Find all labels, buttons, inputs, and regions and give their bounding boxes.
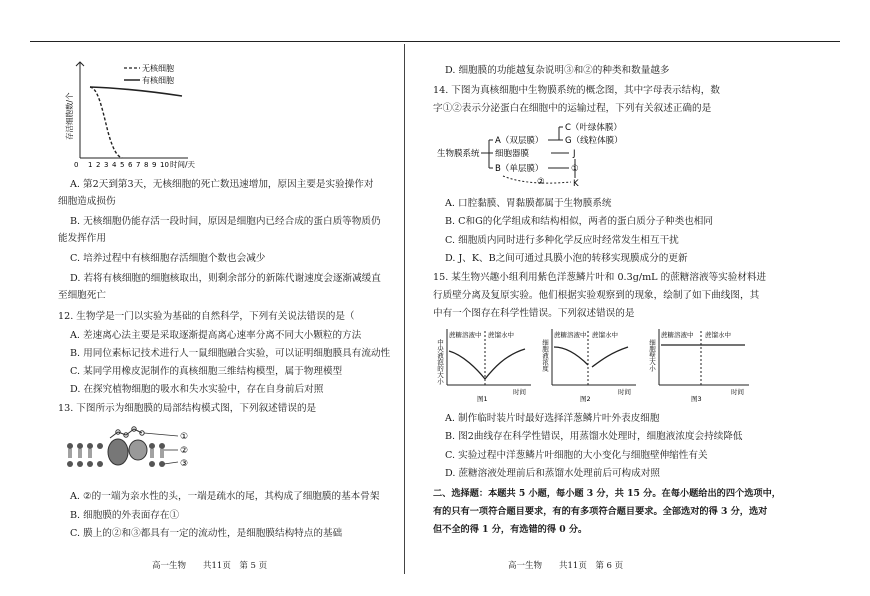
q11-option-d: D. 若将有核细胞的细胞核取出，则剩余部分的新陈代谢速度会逐渐减缓直 — [70, 273, 381, 284]
q13-option-b: B. 细胞膜的外表面存在① — [70, 510, 180, 521]
q14-option-d: D. J、K、B之间可通过具膜小泡的转移实现膜成分的更新 — [445, 253, 688, 264]
fig2-seg1: 蔗糖溶液中 — [554, 331, 587, 339]
q15-stem: 15. 某生物兴趣小组利用紫色洋葱鳞片叶和 0.3g/mL 的蔗糖溶液等实验材料进 — [433, 272, 767, 283]
q15-stem-cont: 中有一个图存在科学性错误。下列叙述错误的是 — [433, 308, 635, 319]
q14-option-a: A. 口腔黏膜、胃黏膜都属于生物膜系统 — [445, 198, 612, 209]
fig3-caption: 图3 — [691, 395, 702, 403]
x-tick: 6 — [128, 161, 133, 169]
q14-stem-cont: 字①②表示分泌蛋白在细胞中的运输过程，下列有关叙述正确的是 — [433, 103, 712, 114]
q13-option-a: A. ②的一端为亲水性的头，一端是疏水的尾，其构成了细胞膜的基本骨架 — [70, 491, 380, 502]
q13-membrane-diagram — [60, 420, 210, 482]
origin-label: 0 — [74, 161, 79, 169]
q15-option-a: A. 制作临时装片时最好选择洋葱鳞片叶外表皮细胞 — [445, 413, 660, 424]
concept-a: A（双层膜） — [495, 136, 544, 146]
fig3-ylabel: 细胞壁大小 — [648, 339, 656, 372]
section-2-instructions: 有的只有一项符合题目要求，有的有多项符合题目要求。全部选对的得 3 分，选对 — [433, 506, 768, 517]
x-axis-label: 时间/天 — [170, 160, 196, 169]
q15-option-b: B. 图2曲线存在科学性错误，用蒸馏水处理时，细胞液浓度会持续降低 — [445, 431, 743, 442]
q11-option-a-cont: 细胞造成损伤 — [58, 196, 116, 207]
fig1-seg1: 蔗糖溶液中 — [449, 331, 482, 339]
fig3-seg1: 蔗糖溶液中 — [661, 331, 694, 339]
concept-k: K — [573, 179, 579, 188]
x-tick: 8 — [144, 161, 149, 169]
q11-survival-chart — [60, 50, 250, 175]
concept-organelle: 细胞器膜 — [495, 149, 530, 159]
concept-root: 生物膜系统 — [437, 149, 480, 159]
page-6 — [405, 0, 870, 596]
legend-nucleus: 有核细胞 — [142, 76, 174, 85]
q13-stem: 13. 下图所示为细胞膜的局部结构模式图，下列叙述错误的是 — [58, 403, 317, 414]
q12-option-d: D. 在探究植物细胞的吸水和失水实验中，存在自身前后对照 — [70, 384, 324, 395]
q12-stem: 12. 生物学是一门以实验为基础的自然科学，下列有关说法错误的是（ — [58, 311, 355, 322]
q11-option-b-cont: 能发挥作用 — [58, 233, 106, 244]
fig3-xlabel: 时间 — [731, 388, 744, 396]
label-3: ③ — [180, 459, 189, 469]
concept-j: J — [573, 149, 576, 159]
x-tick: 5 — [120, 161, 125, 169]
concept-c: C（叶绿体膜） — [565, 123, 622, 133]
legend-no-nucleus: 无核细胞 — [142, 64, 174, 73]
q14-stem: 14. 下图为真核细胞中生物膜系统的概念图，其中字母表示结构，数 — [433, 85, 720, 96]
q11-option-d-cont: 至细胞死亡 — [58, 290, 106, 301]
x-tick: 4 — [112, 161, 117, 169]
q11-option-a: A. 第2天到第3天，无核细胞的死亡数迅速增加，原因主要是实验操作对 — [70, 179, 374, 190]
q14-option-c: C. 细胞质内同时进行多种化学反应时经常发生相互干扰 — [445, 235, 679, 246]
label-2: ② — [537, 177, 545, 187]
q14-option-b: B. C和G的化学组成和结构相似，两者的蛋白质分子种类也相同 — [445, 216, 713, 227]
fig1-caption: 图1 — [477, 395, 488, 403]
x-tick: 1 — [88, 161, 93, 169]
fig2-seg2: 蔗馏水中 — [592, 331, 618, 339]
x-tick: 9 — [152, 161, 157, 169]
x-tick: 7 — [136, 161, 141, 169]
concept-b: B（单层膜） — [495, 164, 544, 174]
fig1-xlabel: 时间 — [513, 388, 526, 396]
fig2-xlabel: 时间 — [618, 388, 631, 396]
q15-option-c: C. 实验过程中洋葱鳞片叶细胞的大小变化与细胞壁伸缩性有关 — [445, 450, 708, 461]
q12-option-a: A. 差速离心法主要是采取逐渐提高离心速率分离不同大小颗粒的方法 — [70, 330, 362, 341]
q15-stem-cont: 行质壁分离及复原实验。他们根据实验观察到的现象，绘制了如下曲线图，其 — [433, 290, 760, 301]
y-axis-label: 存活细胞数/个 — [65, 92, 74, 140]
fig1-seg2: 蔗馏水中 — [488, 331, 514, 339]
fig3-seg2: 蔗馏水中 — [705, 331, 731, 339]
q15-figure-3 — [645, 325, 755, 403]
q12-option-b: B. 用同位素标记技术进行人一鼠细胞融合实验，可以证明细胞膜具有流动性 — [70, 348, 391, 359]
fig1-ylabel: 中央液泡的大小 — [436, 339, 444, 385]
q11-option-b: B. 无核细胞仍能存活一段时间，原因是细胞内已经合成的蛋白质等物质仍 — [70, 216, 381, 227]
label-2: ② — [180, 446, 189, 456]
section-2-heading: 二、选择题：本题共 5 小题，每小题 3 分，共 15 分。在每小题给出的四个选项中， — [433, 488, 781, 499]
q12-option-c: C. 某同学用橡皮泥制作的真核细胞三维结构模型，属于物理模型 — [70, 366, 343, 377]
fig2-caption: 图2 — [580, 395, 591, 403]
label-1: ① — [180, 432, 189, 442]
q13-option-c: C. 膜上的②和③都具有一定的流动性，是细胞膜结构特点的基础 — [70, 528, 343, 539]
page-footer: 高一生物 共11页 第 6 页 — [508, 561, 624, 571]
label-1: ① — [571, 164, 579, 174]
section-2-instructions-cont: 但不全的得 1 分，有选错的得 0 分。 — [433, 524, 588, 535]
q11-option-c: C. 培养过程中有核细胞存活细胞个数也会减少 — [70, 253, 266, 264]
fig2-ylabel: 细胞液浓度 — [541, 339, 549, 372]
q15-figure-1 — [433, 325, 538, 403]
page-footer: 高一生物 共11页 第 5 页 — [152, 561, 268, 571]
x-tick: 10 — [160, 161, 169, 169]
x-tick: 3 — [104, 161, 109, 169]
q15-option-d: D. 蔗糖溶液处理前后和蒸馏水处理前后可构成对照 — [445, 468, 660, 479]
q14-membrane-concept-map — [433, 118, 653, 188]
q13-option-d: D. 细胞膜的功能越复杂说明③和②的种类和数量越多 — [445, 65, 670, 76]
concept-g: G（线粒体膜） — [565, 136, 623, 146]
x-tick: 2 — [96, 161, 101, 169]
page-5 — [0, 0, 405, 596]
q15-figure-2 — [538, 325, 643, 403]
